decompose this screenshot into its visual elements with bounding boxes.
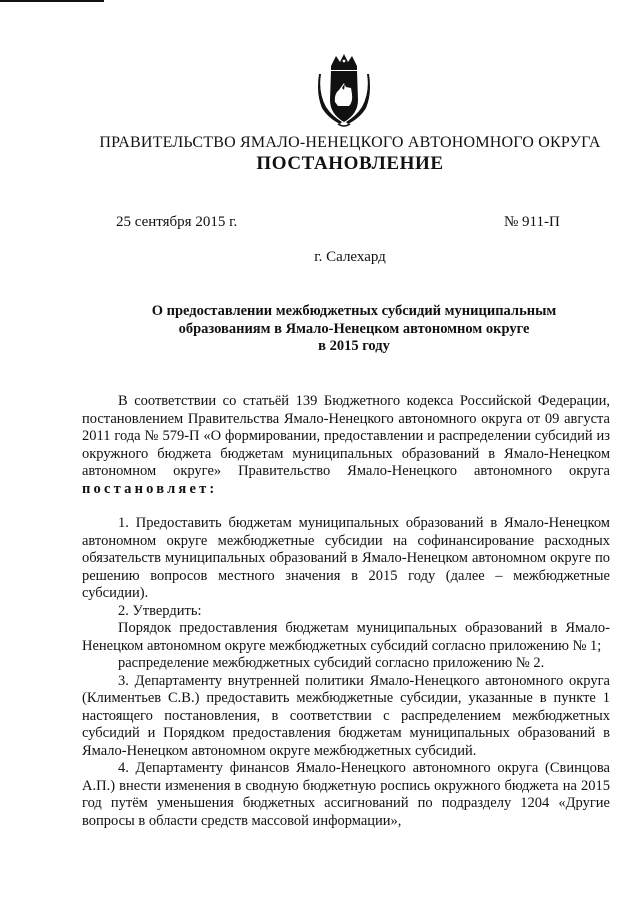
document-number: № 911-П bbox=[504, 214, 560, 230]
item-2a-paragraph: Порядок предоставления бюджетам муниципальных образований в Ямало-Ненецком автономном округе межбюджетных субсидий согласно приложению № 1; bbox=[82, 620, 610, 654]
item-3-paragraph: 3. Департаменту внутренней политики Ямало-Ненецкого автономного округа (Климентьев С.В.) предоставить межбюджетные субсидии, указанные в пункте 1 настоящего постановления, в соответствии с распределением межбюджетных субсидий и Порядком предоставления бюджетам муниципальных образований в Ямало-Ненецком автономном округе межбюджетных субсидий. bbox=[82, 672, 610, 759]
item-1-paragraph: 1. Предоставить бюджетам муниципальных образований в Ямало-Ненецком автономном округе межбюджетные субсидии на софинансирование расходных обязательств муниципальных образований в Ямало-Ненецком автономном округе по решению вопросов местного значения в 2015 году (далее – межбюджетные субсидии). bbox=[82, 515, 610, 601]
subject-line: в 2015 году bbox=[318, 338, 390, 354]
item-4-paragraph: 4. Департаменту финансов Ямало-Ненецкого автономного округа (Свинцова А.П.) внести изменения в сводную бюджетную роспись окружного бюджета на 2015 год путём уменьшения бюджетных ассигнований по подразделу 1204 «Другие вопросы в области средств массовой информации», bbox=[82, 760, 610, 829]
document-subject bbox=[110, 303, 598, 356]
preamble-text: В соответствии со статьёй 139 Бюджетного кодекса Российской Федерации, постановлением Правительства Ямало-Ненецкого автономного округа от 09 августа 2011 года № 579-П «О формировании, предоставлении и распределении субсидий из окружного бюджета бюджетам муниципальных образований в Ямало-Ненецком автономном округе» Правительство Ямало-Ненецкого автономного округа bbox=[82, 393, 610, 479]
document-type: ПОСТАНОВЛЕНИЕ bbox=[256, 153, 444, 174]
document-date: 25 сентября 2015 г. bbox=[116, 214, 238, 230]
item-2-paragraph: 2. Утвердить: bbox=[118, 602, 202, 619]
subject-line: образованиям в Ямало-Ненецком автономном округе bbox=[178, 320, 530, 337]
government-title: ПРАВИТЕЛЬСТВО ЯМАЛО-НЕНЕЦКОГО АВТОНОМНОГО ОКРУГА bbox=[99, 134, 601, 151]
document-body bbox=[82, 393, 610, 830]
preamble-paragraph bbox=[82, 393, 610, 498]
resolves-word: постановляет: bbox=[82, 480, 218, 497]
coat-of-arms-icon bbox=[318, 52, 370, 128]
subject-line: О предоставлении межбюджетных субсидий муниципальным bbox=[151, 303, 557, 319]
top-rule bbox=[0, 0, 104, 2]
item-2b-paragraph: распределение межбюджетных субсидий согласно приложению № 2. bbox=[118, 655, 545, 671]
document-city: г. Салехард bbox=[314, 249, 386, 265]
